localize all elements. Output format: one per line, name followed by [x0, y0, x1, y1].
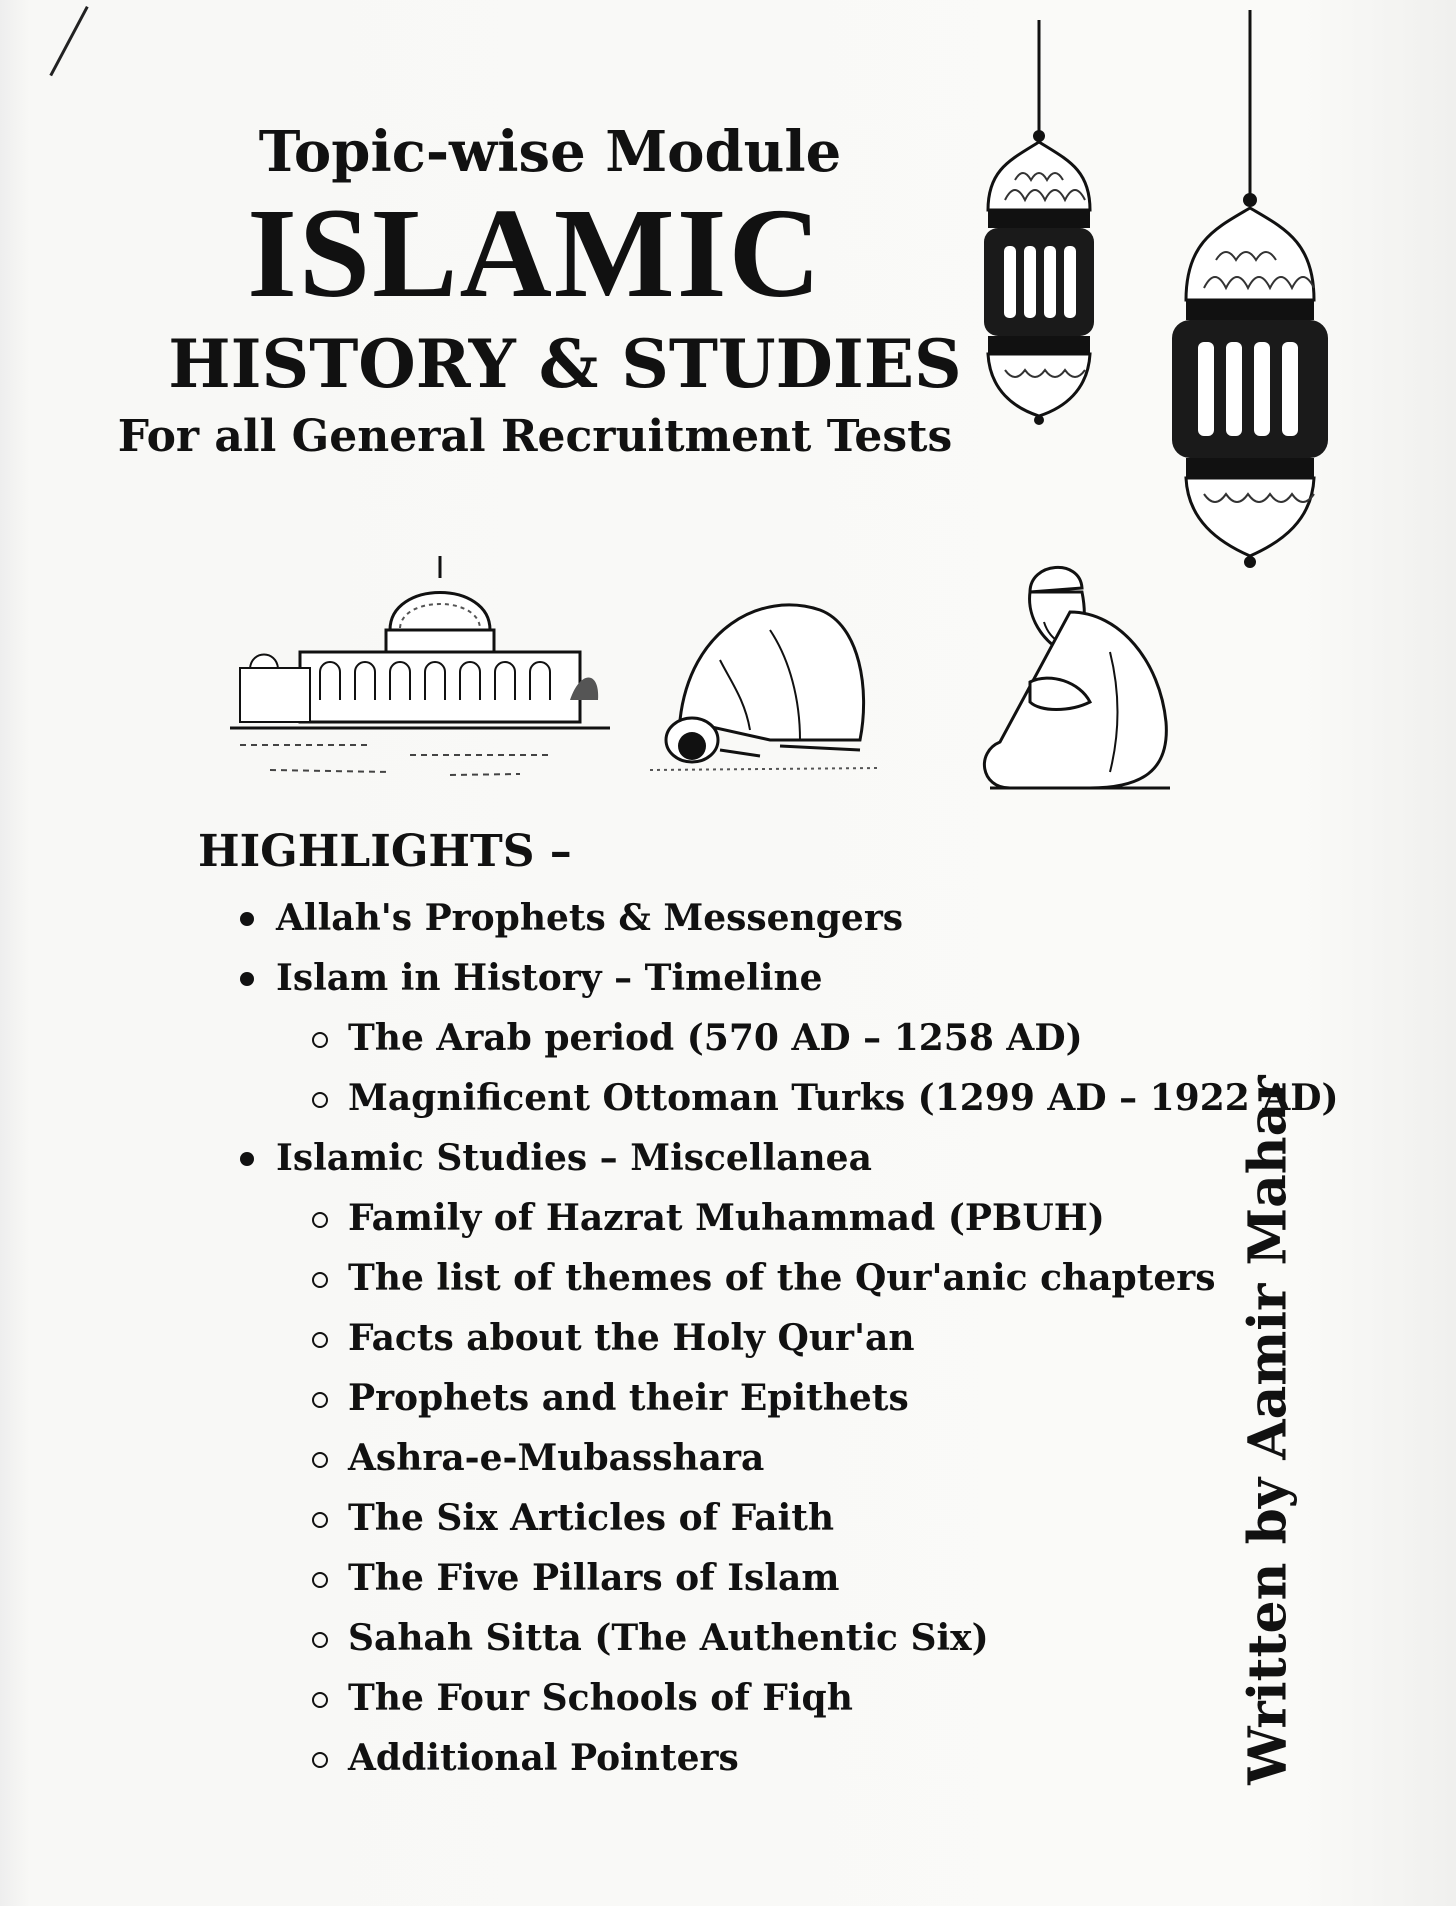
list-item: The Arab period (570 AD – 1258 AD) [240, 1008, 1339, 1068]
author-credit: Written by Aamir Mahar [1237, 1075, 1299, 1785]
pen-mark [49, 6, 88, 76]
bullet-circle-icon [312, 1452, 328, 1468]
bullet-circle-icon [312, 1632, 328, 1648]
man-reading-quran-illustration [970, 552, 1190, 808]
topic-label: Topic-wise Module [258, 119, 842, 185]
list-item: Sahah Sitta (The Authentic Six) [240, 1608, 1339, 1668]
lantern-icon [1172, 10, 1328, 568]
bullet-circle-icon [312, 1392, 328, 1408]
list-item: Islam in History – Timeline [240, 948, 1339, 1008]
highlights-heading: HIGHLIGHTS – [198, 826, 572, 877]
main-title: ISLAMIC [247, 182, 823, 324]
bullet-circle-icon [312, 1212, 328, 1228]
list-item: The Five Pillars of Islam [240, 1548, 1339, 1608]
bullet-dot-icon [240, 912, 254, 926]
list-item: Islamic Studies – Miscellanea [240, 1128, 1339, 1188]
list-item: The list of themes of the Qur'anic chapters [240, 1248, 1339, 1308]
list-item: Ashra-e-Mubasshara [240, 1428, 1339, 1488]
bullet-circle-icon [312, 1692, 328, 1708]
list-item: The Six Articles of Faith [240, 1488, 1339, 1548]
list-item: Family of Hazrat Muhammad (PBUH) [240, 1188, 1339, 1248]
list-item: Magnificent Ottoman Turks (1299 AD – 1922 AD) [240, 1068, 1339, 1128]
bullet-circle-icon [312, 1332, 328, 1348]
list-item: The Four Schools of Fiqh [240, 1668, 1339, 1728]
sub-title: HISTORY & STUDIES [168, 325, 962, 403]
hanging-lanterns-illustration [960, 10, 1340, 580]
bullet-circle-icon [312, 1752, 328, 1768]
bullet-dot-icon [240, 1152, 254, 1166]
bullet-circle-icon [312, 1512, 328, 1528]
list-item: Prophets and their Epithets [240, 1368, 1339, 1428]
highlights-list [240, 888, 1339, 1788]
person-prostrating-illustration [650, 570, 890, 790]
dome-of-the-rock-illustration [230, 550, 610, 790]
bullet-circle-icon [312, 1032, 328, 1048]
bullet-circle-icon [312, 1572, 328, 1588]
audience-line: For all General Recruitment Tests [117, 411, 953, 462]
title-block [117, 119, 1000, 464]
bullet-circle-icon [312, 1272, 328, 1288]
list-item: Additional Pointers [240, 1728, 1339, 1788]
list-item: Allah's Prophets & Messengers [240, 888, 1339, 948]
lantern-icon [984, 20, 1094, 425]
bullet-dot-icon [240, 972, 254, 986]
bullet-circle-icon [312, 1092, 328, 1108]
list-item: Facts about the Holy Qur'an [240, 1308, 1339, 1368]
